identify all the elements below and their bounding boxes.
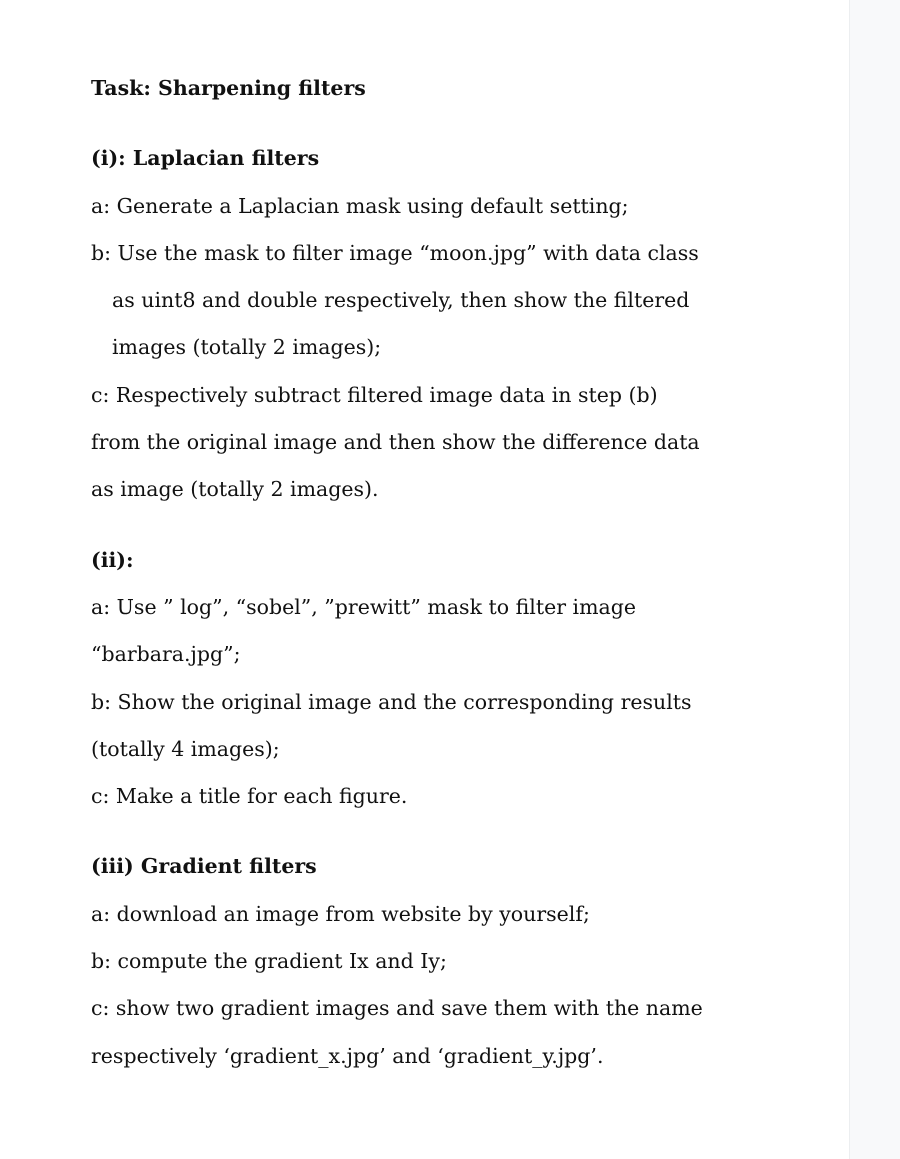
- section-1-item-b-line-1: b: Use the mask to filter image “moon.jpg” with data class: [91, 240, 699, 265]
- scroll-gutter[interactable]: [849, 0, 900, 1159]
- spacer: [91, 117, 791, 140]
- section-1-heading: (i): Laplacian filters: [91, 146, 320, 171]
- section-3-item-c-line-1: c: show two gradient images and save them with the name: [91, 996, 703, 1021]
- section-2-item-a-line-1: a: Use ” log”, “sobel”, ”prewitt” mask to filter image: [91, 594, 637, 619]
- section-3-heading: (iii) Gradient filters: [91, 854, 317, 879]
- section-2-item-a-line-2: “barbara.jpg”;: [91, 642, 241, 667]
- section-3-item-c-line-2: respectively ‘gradient_x.jpg’ and ‘gradient_y.jpg’.: [91, 1043, 604, 1068]
- spacer: [91, 825, 791, 848]
- section-1-item-b-line-2: as uint8 and double respectively, then show the filtered: [112, 288, 690, 313]
- section-3-item-a: a: download an image from website by yourself;: [91, 901, 590, 926]
- section-1-item-c-line-1: c: Respectively subtract filtered image data in step (b): [91, 382, 658, 407]
- section-2-item-b-line-1: b: Show the original image and the corresponding results: [91, 689, 692, 714]
- task-title: Task: Sharpening filters: [91, 76, 366, 100]
- document-content: [91, 70, 791, 1085]
- section-1-item-c-line-2: from the original image and then show the difference data: [91, 430, 700, 455]
- section-1-item-b-line-3: images (totally 2 images);: [112, 335, 382, 360]
- section-1-item-a: a: Generate a Laplacian mask using default setting;: [91, 193, 629, 218]
- section-2-item-c: c: Make a title for each figure.: [91, 784, 408, 809]
- section-1-item-c-line-3: as image (totally 2 images).: [91, 477, 379, 502]
- section-3-item-b: b: compute the gradient Ix and Iy;: [91, 949, 447, 974]
- spacer: [91, 519, 791, 542]
- section-2-item-b-line-2: (totally 4 images);: [91, 736, 280, 761]
- section-2-heading: (ii):: [91, 547, 134, 572]
